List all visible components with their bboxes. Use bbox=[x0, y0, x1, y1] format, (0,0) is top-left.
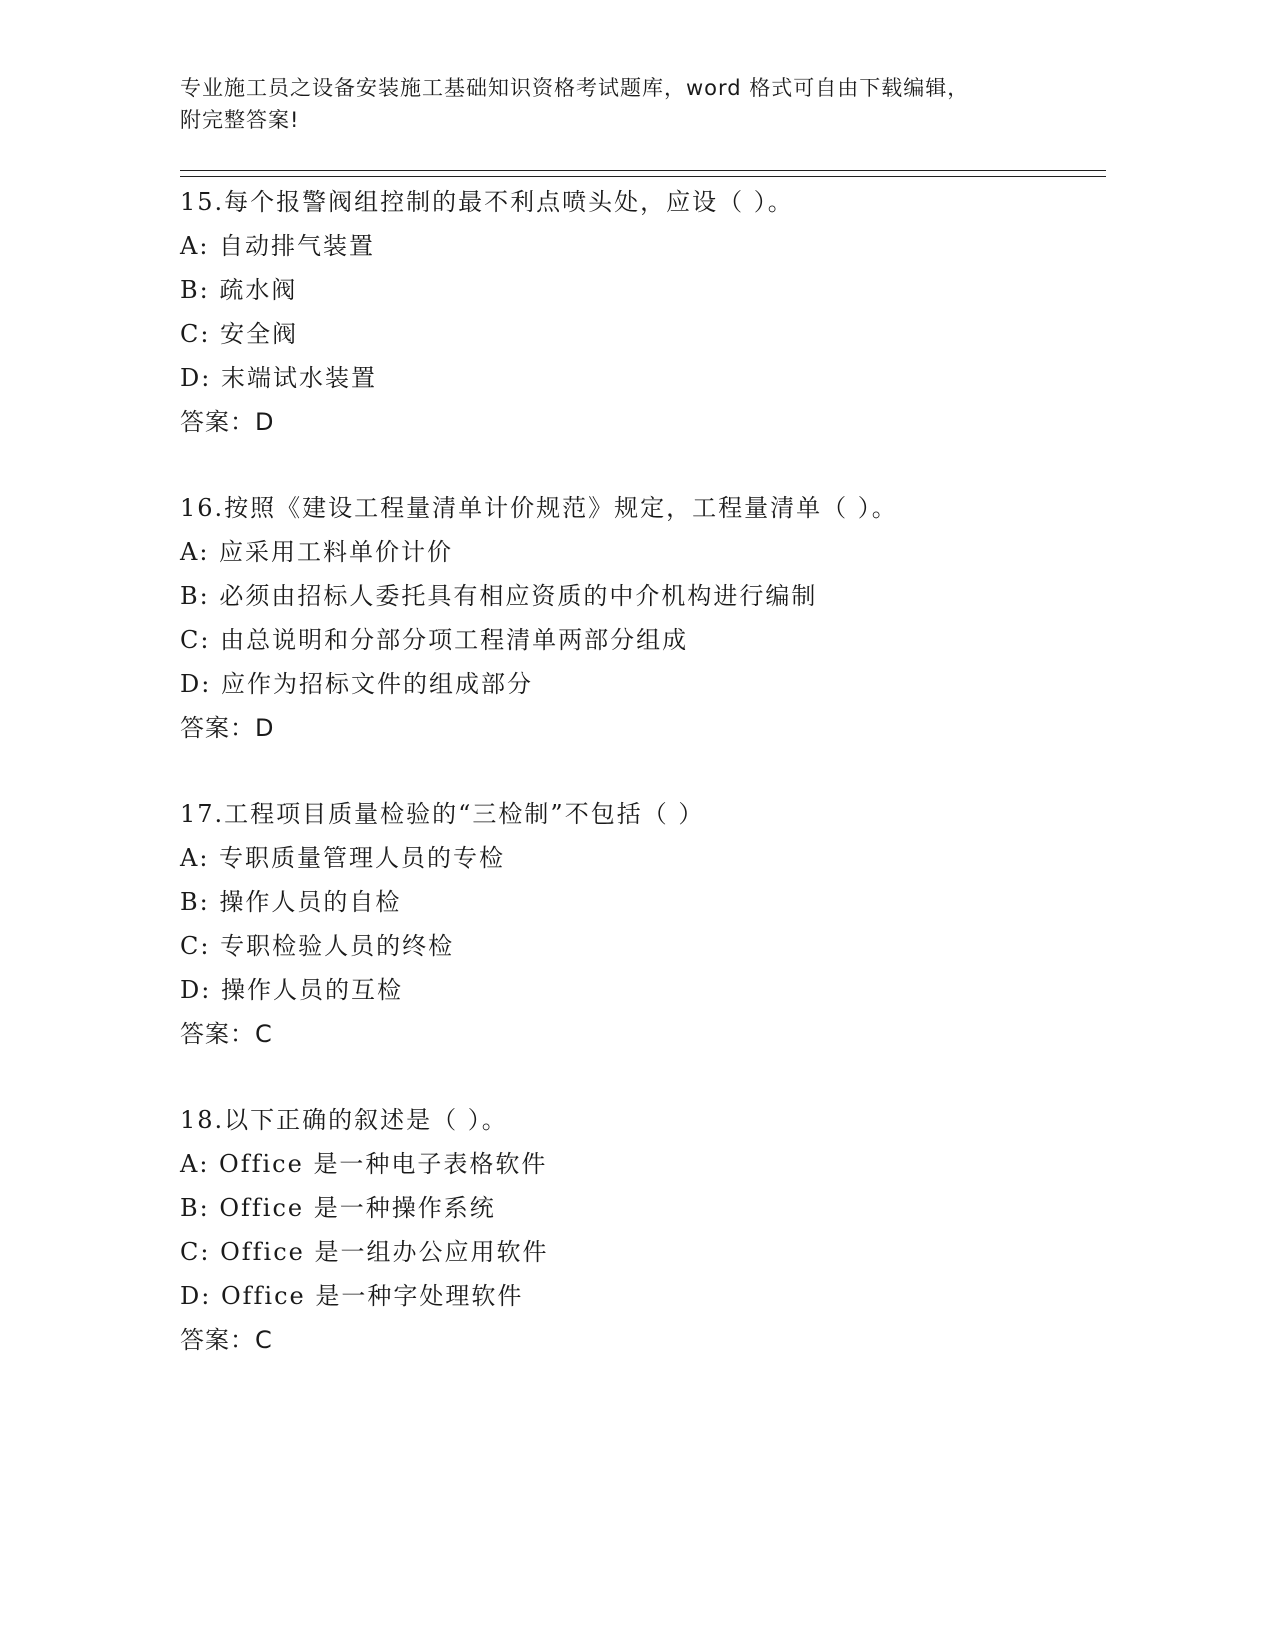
question-18 bbox=[180, 1098, 1110, 1362]
answer: 答案：C bbox=[180, 1020, 273, 1048]
question-17 bbox=[180, 792, 1110, 1056]
option-c: C: 由总说明和分部分项工程清单两部分组成 bbox=[180, 626, 689, 654]
question-16 bbox=[180, 486, 1110, 750]
option-b: B: 必须由招标人委托具有相应资质的中介机构进行编制 bbox=[180, 582, 818, 610]
option-d: D: 应作为招标文件的组成部分 bbox=[180, 670, 533, 698]
document-header bbox=[180, 72, 1060, 136]
option-c: C: 专职检验人员的终检 bbox=[180, 932, 455, 960]
answer: 答案：D bbox=[180, 714, 275, 742]
option-a: A: 自动排气装置 bbox=[180, 232, 376, 260]
option-a: A: 专职质量管理人员的专检 bbox=[180, 844, 506, 872]
answer: 答案：C bbox=[180, 1326, 273, 1354]
option-a: A: 应采用工料单价计价 bbox=[180, 538, 454, 566]
option-b: B: Office 是一种操作系统 bbox=[180, 1194, 496, 1222]
option-c: C: Office 是一组办公应用软件 bbox=[180, 1238, 549, 1266]
option-d: D: 末端试水装置 bbox=[180, 364, 377, 392]
question-stem: 17.工程项目质量检验的“三检制”不包括（ ） bbox=[180, 800, 705, 828]
question-list bbox=[180, 180, 1110, 1362]
option-c: C: 安全阀 bbox=[180, 320, 299, 348]
question-stem: 18.以下正确的叙述是（ ）。 bbox=[180, 1106, 508, 1134]
question-stem: 15.每个报警阀组控制的最不利点喷头处，应设（ ）。 bbox=[180, 188, 794, 216]
header-line-2: 附完整答案! bbox=[180, 108, 300, 132]
option-b: B: 操作人员的自检 bbox=[180, 888, 402, 916]
option-a: A: Office 是一种电子表格软件 bbox=[180, 1150, 548, 1178]
header-line-1: 专业施工员之设备安装施工基础知识资格考试题库，word 格式可自由下载编辑， bbox=[180, 76, 970, 100]
option-d: D: Office 是一种字处理软件 bbox=[180, 1282, 524, 1310]
question-stem: 16.按照《建设工程量清单计价规范》规定，工程量清单（ ）。 bbox=[180, 494, 898, 522]
header-divider bbox=[180, 170, 1106, 177]
question-15 bbox=[180, 180, 1110, 444]
option-d: D: 操作人员的互检 bbox=[180, 976, 403, 1004]
answer: 答案：D bbox=[180, 408, 275, 436]
option-b: B: 疏水阀 bbox=[180, 276, 298, 304]
